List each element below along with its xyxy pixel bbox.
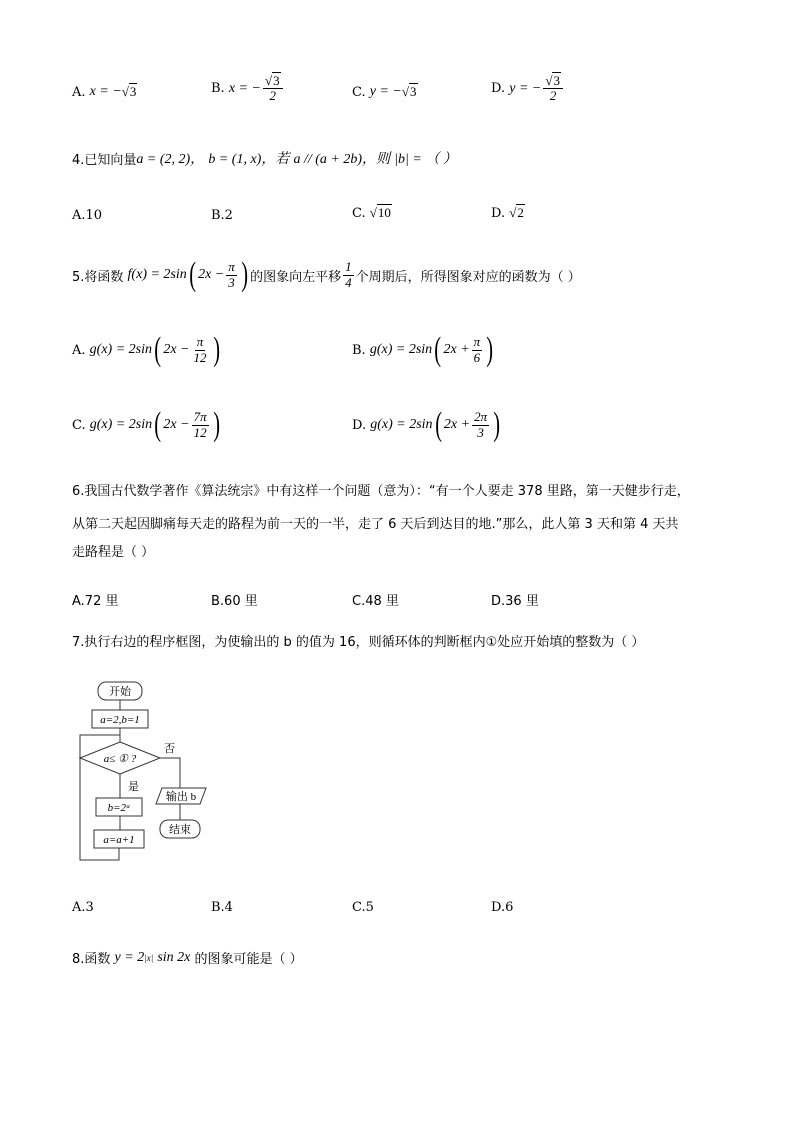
q8-suffix: 的图象可能是（ ）: [194, 952, 303, 967]
flow-output-text: 输出 b: [165, 791, 197, 803]
q5-option-d-letter: D.: [352, 417, 367, 433]
q5-suffix: 个周期后，所得图象对应的函数为（ ）: [355, 269, 581, 285]
flow-no-label: 否: [164, 743, 175, 755]
q3-option-b-letter: B.: [211, 81, 225, 97]
q6-line-1: 6.我国古代数学著作《算法统宗》中有这样一个问题（意为）：“有一个人要走 378 里路，第一天健步行走，: [72, 484, 690, 499]
q5-option-d[interactable]: D. g(x) = 2sin ( 2x + $\frac{2\pi}{3}$ ): [352, 406, 501, 443]
q8-exp: |x|: [144, 952, 154, 963]
q4-a-vec: a = (2, 2)，: [136, 152, 205, 167]
q3-option-a-lhs: x = −: [89, 84, 122, 99]
flow-incr-text: a=a+1: [103, 834, 135, 846]
q4-condition: a // (a + 2b)，则: [293, 152, 391, 167]
q5-option-c[interactable]: C. g(x) = 2sin ( 2x − $\frac{7\pi}{12}$ ): [72, 406, 220, 443]
q4-stem: [72, 148, 457, 168]
flow-start-text: 开始: [109, 686, 131, 698]
q5-func: f(x) = 2sin: [127, 267, 187, 282]
q3-option-d[interactable]: [491, 74, 565, 104]
q4-option-c[interactable]: [352, 205, 392, 221]
q4-ask: |b| = （ ）: [394, 152, 457, 167]
q5-arg-frac: $\frac{\pi}{3}$: [228, 259, 235, 290]
q3-option-a[interactable]: [72, 84, 137, 100]
q3-option-b[interactable]: [211, 74, 285, 104]
flow-assign-text: b=2ᵃ: [107, 802, 131, 814]
q4-b-vec: b = (1, x)，若: [208, 152, 290, 167]
q4-option-d-sqrt: √2: [509, 205, 524, 220]
q5-option-d-frac: $\frac{2\pi}{3}$: [474, 409, 488, 440]
q7-stem: 7.执行右边的程序框图，为使输出的 b 的值为 16，则循环体的判断框内①处应开始填的整数为（ ）: [72, 635, 645, 650]
q4-option-c-letter: C.: [352, 205, 366, 221]
q3-option-d-frac: $\frac{√3}{2}$: [543, 74, 563, 104]
q3-option-c-sqrt: √3: [401, 84, 417, 99]
q5-option-b-letter: B.: [352, 342, 366, 358]
q5-option-c-frac: $\frac{7\pi}{12}$: [193, 409, 207, 440]
q3-option-c-letter: C.: [352, 84, 366, 100]
q5-option-c-letter: C.: [72, 417, 86, 433]
q8-rest: sin 2x: [157, 949, 191, 965]
q3-option-c[interactable]: [352, 84, 418, 100]
q4-option-d[interactable]: [491, 205, 525, 221]
q8-prefix: 8.函数: [72, 952, 111, 967]
q6-line-3: 走路程是（ ）: [72, 545, 155, 560]
q5-option-b[interactable]: B. g(x) = 2sin ( 2x + $\frac{\pi}{6}$ ): [352, 331, 494, 368]
q5-arg-pre: 2x −: [198, 267, 225, 282]
q5-stem: 5.将函数 f(x) = 2sin ( 2x − $\frac{\pi}{3}$ ) 的图象向左平移 $\frac{1}{4}$ 个周期后，所得图象对应的函数为（ ）: [72, 256, 581, 293]
q5-option-a[interactable]: A. g(x) = 2sin ( 2x − $\frac{\pi}{12}$ ): [72, 331, 220, 368]
q6-option-b[interactable]: B.60 里: [211, 594, 258, 609]
q4-option-b[interactable]: B.2: [211, 208, 233, 223]
q4-prefix: 4.已知向量: [72, 152, 137, 168]
q5-option-d-pre: 2x +: [443, 417, 471, 432]
q5-option-c-pre: 2x −: [163, 417, 190, 432]
q8-func: y = 2: [114, 949, 145, 965]
q3-option-a-sqrt: √3: [121, 84, 137, 99]
q5-option-b-frac: $\frac{\pi}{6}$: [473, 334, 481, 365]
q5-option-d-lhs: g(x) = 2sin: [370, 417, 433, 432]
q3-option-a-letter: A.: [72, 84, 86, 100]
q5-option-b-pre: 2x +: [443, 342, 470, 357]
q5-option-a-pre: 2x −: [163, 342, 190, 357]
q4-option-d-letter: D.: [491, 205, 506, 221]
q3-option-d-lhs: y = −: [509, 80, 542, 96]
q5-option-a-frac: $\frac{\pi}{12}$: [193, 334, 207, 365]
q3-option-d-letter: D.: [491, 81, 506, 97]
q5-option-a-letter: A.: [72, 342, 86, 358]
q3-option-c-lhs: y = −: [369, 84, 402, 99]
q4-option-a[interactable]: A.10: [72, 208, 103, 223]
q3-option-b-frac: $\frac{√3}{2}$: [263, 74, 283, 104]
q5-mid: 的图象向左平移: [250, 269, 342, 285]
q7-option-d[interactable]: D.6: [491, 900, 514, 915]
q6-line-2: 从第二天起因脚痛每天走的路程为前一天的一半，走了 6 天后到达目的地.”那么，此人第 3 天和第 4 天共: [72, 517, 679, 532]
flow-decision-text: a≤ ① ?: [103, 753, 137, 765]
q5-prefix: 5.将函数: [72, 269, 124, 285]
flow-yes-label: 是: [128, 781, 139, 793]
flow-init-text: a=2,b=1: [100, 714, 140, 726]
q6-option-a[interactable]: A.72 里: [72, 594, 119, 609]
q4-option-c-sqrt: √10: [369, 205, 391, 220]
flowchart: [78, 680, 218, 865]
q6-option-c[interactable]: C.48 里: [352, 594, 399, 609]
q7-option-b[interactable]: B.4: [211, 900, 233, 915]
q3-option-b-lhs: x = −: [228, 80, 261, 96]
q5-option-a-lhs: g(x) = 2sin: [89, 342, 152, 357]
q8-stem: [72, 948, 303, 967]
q5-option-b-lhs: g(x) = 2sin: [369, 342, 433, 357]
q5-option-c-lhs: g(x) = 2sin: [89, 417, 153, 432]
q6-option-d[interactable]: D.36 里: [491, 594, 539, 609]
q7-option-c[interactable]: C.5: [352, 900, 374, 915]
flow-end-text: 结束: [169, 824, 191, 836]
q5-shift-frac: $\frac{1}{4}$: [345, 259, 352, 290]
q7-option-a[interactable]: A.3: [72, 900, 94, 915]
